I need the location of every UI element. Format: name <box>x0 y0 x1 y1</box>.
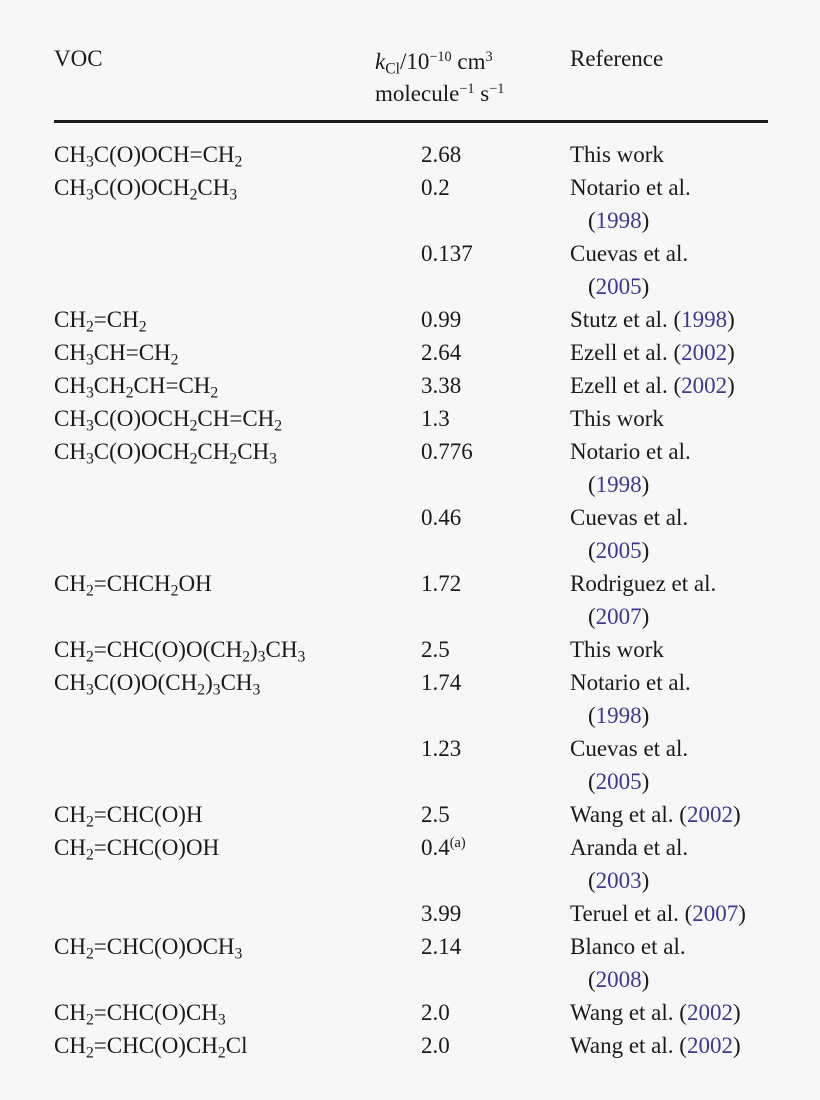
cell-reference: Notario et al. (1998) <box>570 670 691 728</box>
footnote-marker: (a) <box>449 835 466 852</box>
cell-rate-constant: 2.64 <box>421 340 462 365</box>
reference-year-link[interactable]: 2005 <box>595 538 642 563</box>
cell-rate-constant: 2.5 <box>421 637 450 662</box>
cell-reference: Wang et al. (2002) <box>570 1033 741 1058</box>
reference-year-link[interactable]: 2002 <box>686 1033 733 1058</box>
cell-voc: $CH_2=CHC(O)OH$ <box>54 835 220 864</box>
cell-voc: $CH_2=CH_2$ <box>54 307 147 336</box>
reference-year-link[interactable]: 2007 <box>595 604 642 629</box>
cell-rate-constant: 1.74 <box>421 670 462 695</box>
cell-voc: $CH_2=CHC(O)O(CH_2)_3CH_3$ <box>54 637 306 666</box>
cell-voc: $CH_3CH_2CH=CH_2$ <box>54 373 219 402</box>
cell-reference: Notario et al. (1998) <box>570 439 691 497</box>
cell-rate-constant: 1.3 <box>421 406 450 431</box>
table-row <box>54 171 768 237</box>
cell-rate-constant: 2.0 <box>421 1033 450 1058</box>
reference-year-link[interactable]: 2005 <box>595 274 642 299</box>
cell-reference: This work <box>570 406 664 431</box>
reference-year-link[interactable]: 2002 <box>686 802 733 827</box>
table-header <box>54 42 768 120</box>
cell-voc: $CH_3C(O)OCH=CH_2$ <box>54 142 243 171</box>
table-row <box>54 303 768 336</box>
cell-voc: $CH_3C(O)OCH_2CH=CH_2$ <box>54 406 283 435</box>
cell-reference: Rodriguez et al. (2007) <box>570 571 717 629</box>
cell-reference: Wang et al. (2002) <box>570 802 741 827</box>
cell-reference: Blanco et al. (2008) <box>570 934 686 992</box>
cell-rate-constant: 0.2 <box>421 175 450 200</box>
table-body <box>54 138 768 1062</box>
table-row <box>54 897 768 930</box>
table-row <box>54 930 768 996</box>
cell-reference: Teruel et al. (2007) <box>570 901 746 926</box>
table-row <box>54 435 768 501</box>
cell-voc: $CH_2=CHC(O)OCH_3$ <box>54 934 243 963</box>
header-rate-constant: $k_{Cl}/10^{-10}$ $cm^3$ molecule$^{-1}$ $s^{-1}$ <box>375 49 505 106</box>
table-row <box>54 633 768 666</box>
cell-reference: This work <box>570 637 664 662</box>
table-row <box>54 732 768 798</box>
cell-voc: $CH_3C(O)O(CH_2)_3CH_3$ <box>54 670 261 699</box>
cell-rate-constant: 2.5 <box>421 802 450 827</box>
rate-constant-table <box>54 42 768 1062</box>
header-reference: Reference <box>570 46 664 71</box>
cell-reference: Cuevas et al. (2005) <box>570 241 689 299</box>
cell-reference: Stutz et al. (1998) <box>570 307 735 332</box>
cell-rate-constant: 1.72 <box>421 571 462 596</box>
cell-rate-constant: 2.14 <box>421 934 462 959</box>
header-rule <box>54 120 768 123</box>
table-row <box>54 798 768 831</box>
table-row <box>54 996 768 1029</box>
cell-rate-constant: 1.23 <box>421 736 462 761</box>
reference-year-link[interactable]: 1998 <box>681 307 728 332</box>
reference-year-link[interactable]: 2002 <box>681 373 728 398</box>
cell-reference: Ezell et al. (2002) <box>570 340 735 365</box>
cell-rate-constant: 0.137 <box>421 241 473 266</box>
table-row <box>54 567 768 633</box>
reference-year-link[interactable]: 2005 <box>595 769 642 794</box>
cell-voc: $CH_3C(O)OCH_2CH_2CH_3$ <box>54 439 277 468</box>
table-row <box>54 402 768 435</box>
cell-voc: $CH_2=CHCH_2OH$ <box>54 571 212 600</box>
k-symbol: k <box>375 49 386 74</box>
cell-reference: This work <box>570 142 664 167</box>
cell-reference: Ezell et al. (2002) <box>570 373 735 398</box>
reference-year-link[interactable]: 2007 <box>692 901 739 926</box>
cell-reference: Notario et al. (1998) <box>570 175 691 233</box>
cell-reference: Cuevas et al. (2005) <box>570 505 689 563</box>
reference-year-link[interactable]: 1998 <box>595 472 642 497</box>
cell-rate-constant: 3.99 <box>421 901 462 926</box>
reference-year-link[interactable]: 1998 <box>595 703 642 728</box>
cell-voc: $CH_3CH=CH_2$ <box>54 340 179 369</box>
table-row <box>54 831 768 897</box>
cell-rate-constant: 2.0 <box>421 1000 450 1025</box>
table-row <box>54 501 768 567</box>
reference-year-link[interactable]: 2002 <box>686 1000 733 1025</box>
cell-voc: $CH_2=CHC(O)CH_2Cl$ <box>54 1033 248 1062</box>
reference-year-link[interactable]: 1998 <box>595 208 642 233</box>
cell-rate-constant: 0.46 <box>421 505 462 530</box>
cell-voc: $CH_2=CHC(O)H$ <box>54 802 203 831</box>
cell-reference: Wang et al. (2002) <box>570 1000 741 1025</box>
header-voc: VOC <box>54 46 103 71</box>
cell-rate-constant: 2.68 <box>421 142 462 167</box>
table-row <box>54 138 768 171</box>
cell-rate-constant: 0.776 <box>421 439 473 464</box>
cell-voc: $CH_3C(O)OCH_2CH_3$ <box>54 175 238 204</box>
table-row <box>54 237 768 303</box>
reference-year-link[interactable]: 2003 <box>595 868 642 893</box>
k-subscript: Cl <box>385 60 400 78</box>
table-row <box>54 1029 768 1062</box>
cell-voc: $CH_2=CHC(O)CH_3$ <box>54 1000 226 1029</box>
cell-reference: Aranda et al. (2003) <box>570 835 689 893</box>
cell-reference: Cuevas et al. (2005) <box>570 736 689 794</box>
table-row <box>54 369 768 402</box>
cell-rate-constant: 3.38 <box>421 373 462 398</box>
cell-rate-constant: 0.4$^{(a)}$ <box>421 835 466 860</box>
reference-year-link[interactable]: 2002 <box>681 340 728 365</box>
cell-rate-constant: 0.99 <box>421 307 462 332</box>
table-row <box>54 666 768 732</box>
reference-year-link[interactable]: 2008 <box>595 967 642 992</box>
table-row <box>54 336 768 369</box>
